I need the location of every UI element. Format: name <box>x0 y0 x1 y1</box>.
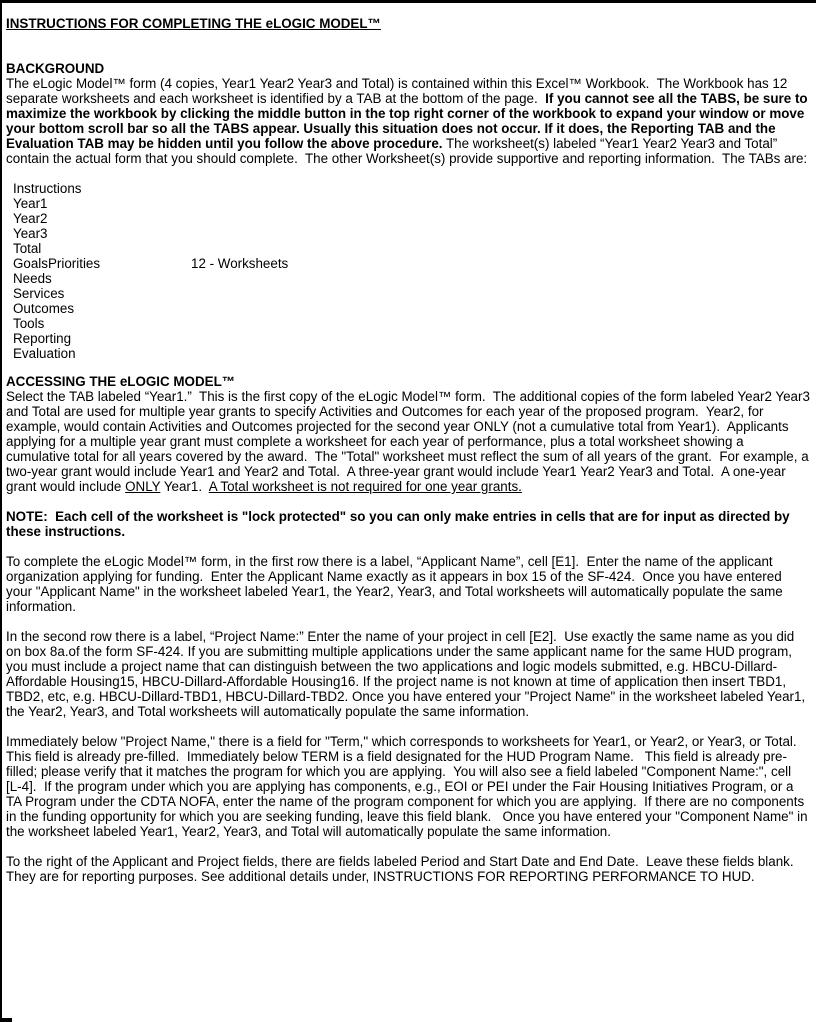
tab-item-label: Year1 <box>13 196 48 211</box>
tab-item-label: Evaluation <box>13 346 76 361</box>
applicant-name-paragraph: To complete the eLogic Model™ form, in the first row there is a label, “Applicant Name”, cell [E1]. Enter the name of the applicant organization applying for funding. Enter the Applicant Name exactly as it appears in box 15 of the SF-424. Once you have entered your "Applicant Name" in the worksheet labeled Year1, the Year2, Year3, and Total worksheets will automatically populate the same information. <box>6 554 787 614</box>
tab-item-label: Outcomes <box>13 301 75 316</box>
background-intro-run-3: The worksheet(s) labeled “Year1 Year2 Year3 and Total” contain the actual form that you should complete. The other Worksheet(s) provide supportive and reporting information. The TABs are: <box>6 136 808 166</box>
tab-item-year1 <box>6 196 810 211</box>
period-dates-paragraph: To the right of the Applicant and Project fields, there are fields labeled Period and Start Date and End Date. Leave these fields blank. They are for reporting purposes. See additional details under, INSTRUCTIONS FOR REPORTING PERFORMANCE TO HUD. <box>6 854 798 884</box>
tab-item-label: Year2 <box>13 211 48 226</box>
section-heading-background: BACKGROUND <box>6 61 105 76</box>
tab-item-evaluation <box>6 346 810 361</box>
sheet-border-mark <box>2 1018 12 1022</box>
tab-item-label: Instructions <box>13 181 82 196</box>
background-intro-run-2-bold: If you cannot see all the TABS, be sure to maximize the workbook by clicking the middle button in the top right corner of the workbook to expand your window or move your bottom scroll bar so all the TABS appear. Usually this situation does not occur. If it does, the Reporting TAB and the Evaluation TAB may be hidden until you follow the above procedure. <box>6 91 812 151</box>
page-title: INSTRUCTIONS FOR COMPLETING THE eLOGIC MODEL™ <box>6 16 381 31</box>
worksheets-count-annotation: 12 - Worksheets <box>191 256 289 271</box>
tab-item-outcomes <box>6 301 810 316</box>
tab-item-label: Reporting <box>13 331 72 346</box>
tab-item-total <box>6 241 810 256</box>
tab-item-label: Tools <box>13 316 45 331</box>
tab-item-label: Needs <box>13 271 52 286</box>
tab-item-instructions <box>6 181 810 196</box>
worksheet-tabs-list <box>6 181 810 361</box>
section-heading-accessing: ACCESSING THE eLOGIC MODEL™ <box>6 374 236 389</box>
accessing-run-3: Year1. <box>160 479 209 494</box>
instructions-content <box>2 3 816 884</box>
accessing-run-4-underlined: A Total worksheet is not required for one year grants. <box>208 479 522 494</box>
tab-item-label: GoalsPriorities <box>13 256 101 271</box>
background-intro-run-1: The eLogic Model™ form (4 copies, Year1 Year2 Year3 and Total) is contained within this Excel™ Workbook. The Workbook has 12 separate worksheets and each worksheet is identified by a TAB at the bottom of the page. <box>6 76 792 106</box>
tab-item-label: Services <box>13 286 65 301</box>
tab-item-label: Year3 <box>13 226 48 241</box>
tab-item-reporting <box>6 331 810 346</box>
tab-item-year3 <box>6 226 810 241</box>
project-name-paragraph: In the second row there is a label, “Project Name:” Enter the name of your project in cell [E2]. Use exactly the same name as you did on box 8a.of the form SF-424. If you are submitting multiple applications under the same applicant name for the same HUD program, you must include a project name that can distinguish between the two applications and logic models submitted, e.g. HBCU-Dillard-Affordable Housing15, HBCU-Dillard-Affordable Housing16. If the project name is not known at time of application then insert TBD1, TBD2, etc, e.g. HBCU-Dillard-TBD1, HBCU-Dillard-TBD2. Once you have entered your "Project Name" in the worksheet labeled Year1, the Year2, Year3, and Total worksheets will automatically populate the same information. <box>6 629 809 719</box>
background-intro-paragraph <box>6 76 810 166</box>
accessing-run-1: Select the TAB labeled “Year1.” This is the first copy of the eLogic Model™ form. The additional copies of the form labeled Year2 Year3 and Total are used for multiple year grants to specify Activities and Outcomes for each year of the proposed program. Year2, for example, would contain Activities and Outcomes projected for the second year ONLY (not a cumulative total from Year1). Applicants applying for a multiple year grant must complete a worksheet for each year of performance, plus a total worksheet showing a cumulative total for all years covered by the award. The "Total" worksheet must reflect the sum of all years of the grant. For example, a two-year grant would include Year1 and Year2 and Total. A three-year grant would include Year1 Year2 Year3 and Total. A one-year grant would include <box>6 389 814 494</box>
note-paragraph: NOTE: Each cell of the worksheet is "lock protected" so you can only make entries in cells that are for input as directed by these instructions. <box>6 509 794 539</box>
tab-item-tools <box>6 316 810 331</box>
tab-item-goalspriorities <box>6 256 810 271</box>
tab-item-services <box>6 286 810 301</box>
accessing-paragraph <box>6 389 814 494</box>
tab-item-needs <box>6 271 810 286</box>
accessing-run-2-underlined: ONLY <box>125 479 161 494</box>
term-component-paragraph: Immediately below "Project Name," there is a field for "Term," which corresponds to worksheets for Year1, or Year2, or Year3, or Total. This field is already pre-filled. Immediately below TERM is a field designated for the HUD Program Name. This field is already pre-filled; please verify that it matches the program for which you are applying. You will also see a field labeled "Component Name:", cell [L-4]. If the program under which you are applying has components, e.g., EOI or PEI under the Fair Housing Initiatives Program, or a TA Program under the CDTA NOFA, enter the name of the program component for which you are applying. If there are no components in the funding opportunity for which you are seeking funding, leave this field blank. Once you have entered your "Component Name" in the worksheet labeled Year1, Year2, Year3, and Total will automatically populate the same information. <box>6 734 812 839</box>
tab-item-label: Total <box>13 241 42 256</box>
tab-item-year2 <box>6 211 810 226</box>
